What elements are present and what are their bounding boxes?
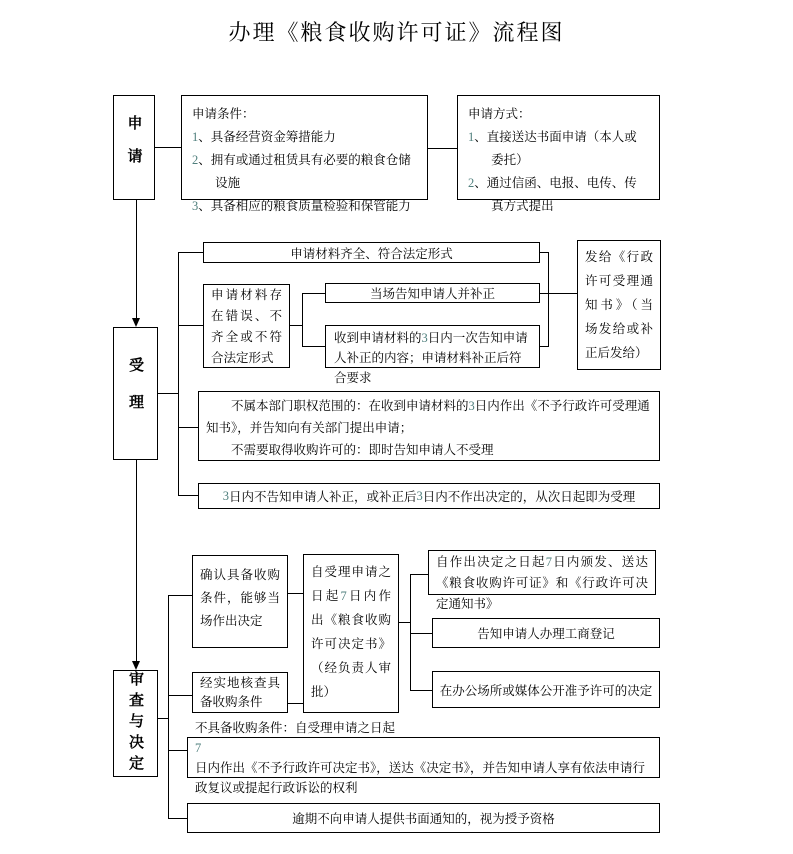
apply-methods-heading: 申请方式：	[468, 107, 531, 121]
apply-conditions-heading: 申请条件：	[192, 107, 255, 121]
connector-line	[540, 293, 548, 294]
connector-line	[428, 148, 457, 149]
connector-line	[399, 622, 410, 623]
connector-line	[178, 495, 198, 496]
issue-license-box: 自作出决定之日起7日内颁发、送达《粮食收购许可证》和《行政许可决定通知书》	[428, 550, 656, 595]
business-register-text: 告知申请人办理工商登记	[477, 627, 615, 641]
onsite-decision-box	[192, 555, 288, 648]
out-of-scope-box	[198, 391, 660, 461]
connector-line	[548, 293, 577, 294]
publicize-text: 在办公场所或媒体公开准予许可的决定	[439, 683, 653, 698]
field-verify-text: 经实地核查具备收购条件	[200, 676, 280, 709]
reject-box: 不具备收购条件：自受理申请之日起 7 日内作出《不予行政许可决定书》，送达《决定书》，并告知申请人享有依法申请行政复议或提起行政诉讼的权利	[187, 737, 660, 778]
stage-accept-label: 受理	[127, 356, 143, 431]
apply-methods-box	[457, 95, 660, 213]
connector-line	[168, 695, 192, 696]
apply-method-item: 2、通过信函、电报、电传、传真方式提出	[468, 176, 637, 213]
connector-line	[410, 574, 428, 575]
stage-apply-label: 申请	[125, 114, 142, 181]
notify-3days-box: 收到申请材料的3日内一次告知申请人补正的内容；申请材料补正后符合要求	[325, 325, 540, 368]
onsite-notify-text: 当场告知申请人并补正	[369, 287, 495, 301]
issue-notice-box	[577, 240, 661, 370]
apply-method-item: 1、直接送达书面申请（本人或委托）	[468, 130, 637, 167]
stage-accept-box	[113, 327, 158, 460]
materials-complete-box	[203, 242, 540, 263]
connector-line	[178, 252, 179, 496]
connector-line	[178, 325, 203, 326]
connector-line	[288, 703, 303, 704]
apply-condition-item: 2、拥有或通过租赁具有必要的粮食仓储设施	[192, 153, 411, 190]
arrow-down-icon	[132, 661, 140, 670]
stage-review-box	[113, 670, 158, 777]
materials-defective-text: 申请材料存在错误、不齐全或不符合法定形式	[211, 288, 282, 365]
connector-line	[288, 593, 303, 594]
connector-line	[302, 346, 325, 347]
apply-condition-item: 3、具备相应的粮食质量检验和保管能力	[192, 199, 411, 213]
decision-doc-box: 自受理申请之日起7日内作出《粮食收购许可决定书》（经负责人审批）	[303, 554, 399, 713]
stage-review-label: 审查与决定	[127, 671, 143, 776]
connector-line	[158, 718, 168, 719]
overdue-box: 逾期不向申请人提供书面通知的，视为授予资格	[187, 803, 660, 833]
connector-line	[136, 200, 137, 320]
materials-defective-box	[203, 284, 290, 368]
connector-line	[158, 393, 178, 394]
connector-line	[548, 252, 549, 347]
issue-notice-text: 发给《行政许可受理通知书》（当场发给或补正后发给）	[585, 250, 653, 360]
stage-apply-box	[113, 95, 155, 200]
connector-line	[178, 252, 203, 253]
connector-line	[155, 147, 181, 148]
deemed-accepted-box: 3 日内不告知申请人补正，或补正后 3 日内不作出决定的，从次日起即为受理	[198, 483, 660, 509]
out-of-scope-para2: 不需要取得收购许可的：即时告知申请人不受理	[231, 443, 494, 457]
field-verify-box	[192, 672, 288, 713]
connector-line	[168, 750, 187, 751]
connector-line	[540, 346, 548, 347]
connector-line	[540, 252, 548, 253]
connector-line	[302, 293, 325, 294]
connector-line	[290, 325, 302, 326]
apply-conditions-box	[181, 95, 428, 213]
connector-line	[136, 460, 137, 662]
connector-line	[410, 633, 432, 634]
connector-line	[410, 690, 432, 691]
apply-condition-item: 1、具备经营资金筹措能力	[192, 130, 336, 144]
materials-complete-text: 申请材料齐全、符合法定形式	[290, 246, 453, 261]
onsite-notify-box	[325, 283, 540, 303]
onsite-decision-text: 确认具备收购条件，能够当场作出决定	[200, 568, 280, 628]
arrow-down-icon	[132, 318, 140, 327]
connector-line	[178, 427, 198, 428]
out-of-scope-para1: 不属本部门职权范围的：在收到申请材料的3日内作出《不予行政许可受理通知书》，并告知向有关部门提出申请；	[206, 399, 650, 435]
connector-line	[168, 818, 187, 819]
business-register-box	[432, 618, 660, 648]
connector-line	[302, 293, 303, 347]
page-title: 办理《粮食收购许可证》流程图	[228, 20, 565, 45]
connector-line	[168, 595, 192, 596]
connector-line	[168, 595, 169, 819]
publicize-box	[432, 671, 660, 708]
